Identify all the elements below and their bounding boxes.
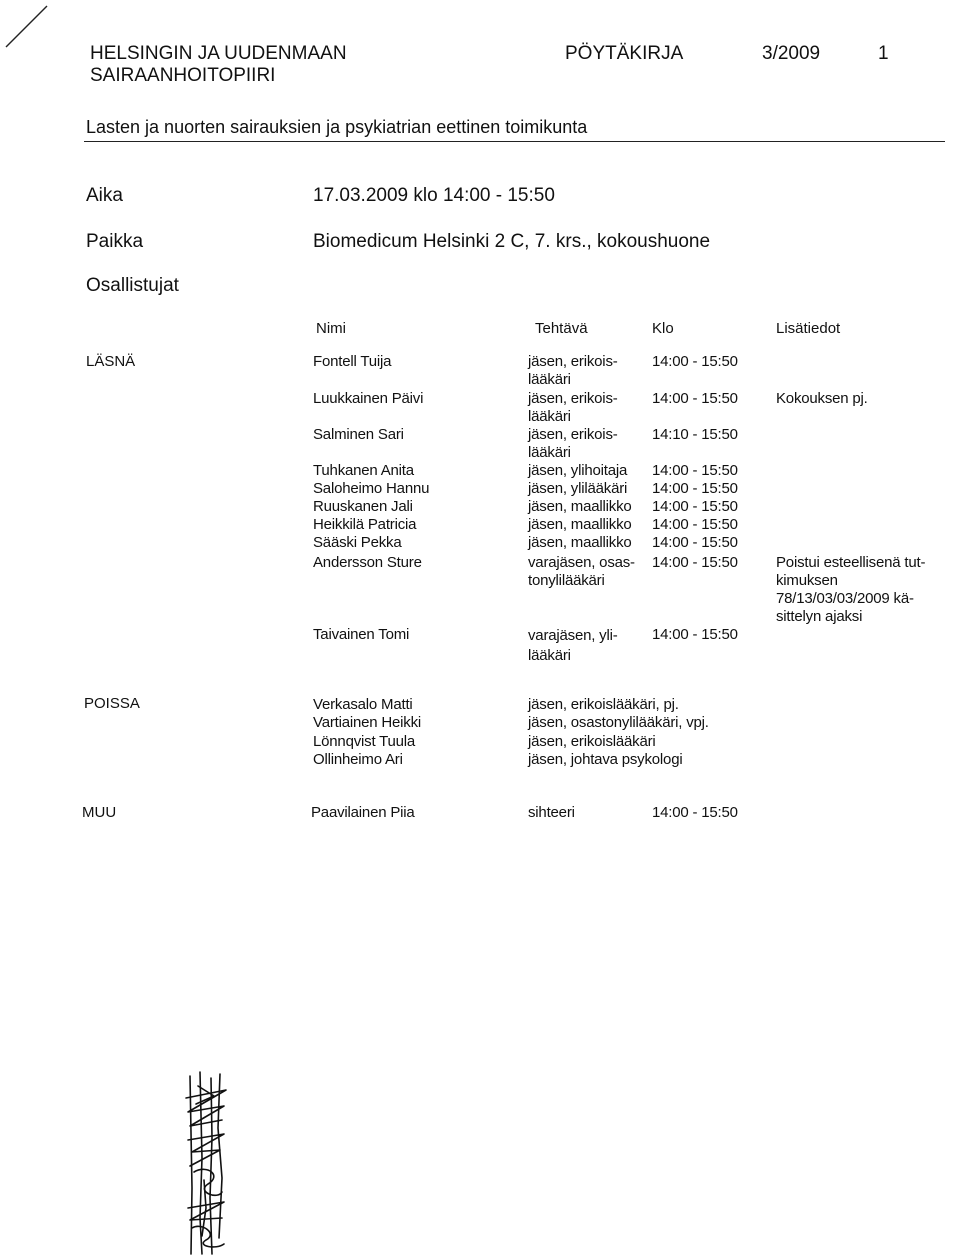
time-value: 17.03.2009 klo 14:00 - 15:50 <box>313 185 555 206</box>
participant-role: varajäsen, osas- tonylilääkäri <box>528 554 635 589</box>
participant-time: 14:00 - 15:50 <box>652 516 738 533</box>
column-header-role: Tehtävä <box>535 320 588 337</box>
column-header-time: Klo <box>652 320 674 337</box>
participant-role: jäsen, osastonylilääkäri, vpj. <box>528 714 709 731</box>
participant-name: Verkasalo Matti <box>313 696 413 713</box>
section-label-present: LÄSNÄ <box>86 353 136 370</box>
participant-time: 14:10 - 15:50 <box>652 426 738 443</box>
participant-role: jäsen, maallikko <box>528 516 632 533</box>
document-type: PÖYTÄKIRJA <box>565 43 684 64</box>
committee-title: Lasten ja nuorten sairauksien ja psykiatrian eettinen toimikunta <box>86 117 588 137</box>
participant-role: jäsen, ylihoitaja <box>528 462 628 479</box>
participant-time: 14:00 - 15:50 <box>652 534 738 551</box>
participant-time: 14:00 - 15:50 <box>652 554 738 571</box>
participant-role: jäsen, johtava psykologi <box>528 751 683 768</box>
participant-time: 14:00 - 15:50 <box>652 353 738 370</box>
participant-role: jäsen, erikois- lääkäri <box>528 426 618 461</box>
participant-name: Tuhkanen Anita <box>313 462 414 479</box>
participant-role: jäsen, maallikko <box>528 498 632 515</box>
participant-time: 14:00 - 15:50 <box>652 626 738 643</box>
time-label: Aika <box>86 185 123 206</box>
participant-name: Saloheimo Hannu <box>313 480 430 497</box>
page-number: 1 <box>878 43 889 64</box>
participant-time: 14:00 - 15:50 <box>652 390 738 407</box>
handwritten-signature-icon <box>178 1068 238 1256</box>
participant-name: Heikkilä Patricia <box>313 516 417 533</box>
participant-name: Salminen Sari <box>313 426 404 443</box>
participant-role: jäsen, maallikko <box>528 534 632 551</box>
participant-role: jäsen, erikois- lääkäri <box>528 353 618 388</box>
participant-role: varajäsen, yli- lääkäri <box>528 627 618 664</box>
participant-name: Ruuskanen Jali <box>313 498 413 515</box>
place-value: Biomedicum Helsinki 2 C, 7. krs., kokoushuone <box>313 231 711 252</box>
participant-name: Andersson Sture <box>313 554 422 571</box>
section-label-other: MUU <box>82 804 117 821</box>
participant-name: Paavilainen Piia <box>311 804 415 821</box>
participant-time: 14:00 - 15:50 <box>652 498 738 515</box>
participant-name: Fontell Tuija <box>313 353 392 370</box>
participant-name: Sääski Pekka <box>313 534 402 551</box>
organization-name-line2: SAIRAANHOITOPIIRI <box>90 65 276 86</box>
place-label: Paikka <box>86 231 144 252</box>
participant-notes: Poistui esteellisenä tut- kimuksen 78/13/03/03/2009 kä- sittelyn ajaksi <box>776 554 926 625</box>
participant-role: jäsen, ylilääkäri <box>528 480 628 497</box>
column-header-name: Nimi <box>316 320 346 337</box>
document-number: 3/2009 <box>762 43 821 64</box>
participant-name: Taivainen Tomi <box>313 626 410 643</box>
pen-stroke-mark-icon <box>0 0 60 60</box>
section-label-absent: POISSA <box>84 695 140 712</box>
participant-time: 14:00 - 15:50 <box>652 804 738 821</box>
participant-role: jäsen, erikoislääkäri <box>528 733 656 750</box>
title-underline <box>84 141 945 142</box>
participants-label: Osallistujat <box>86 275 179 296</box>
participant-time: 14:00 - 15:50 <box>652 480 738 497</box>
participant-name: Lönnqvist Tuula <box>313 733 416 750</box>
participant-name: Ollinheimo Ari <box>313 751 403 768</box>
participant-name: Vartiainen Heikki <box>313 714 422 731</box>
participant-time: 14:00 - 15:50 <box>652 462 738 479</box>
participant-name: Luukkainen Päivi <box>313 390 424 407</box>
participant-notes: Kokouksen pj. <box>776 390 868 407</box>
column-header-notes: Lisätiedot <box>776 320 841 337</box>
participant-role: sihteeri <box>528 804 575 821</box>
participant-role: jäsen, erikois- lääkäri <box>528 390 618 425</box>
participant-role: jäsen, erikoislääkäri, pj. <box>528 696 679 713</box>
organization-name-line1: HELSINGIN JA UUDENMAAN <box>90 43 347 64</box>
